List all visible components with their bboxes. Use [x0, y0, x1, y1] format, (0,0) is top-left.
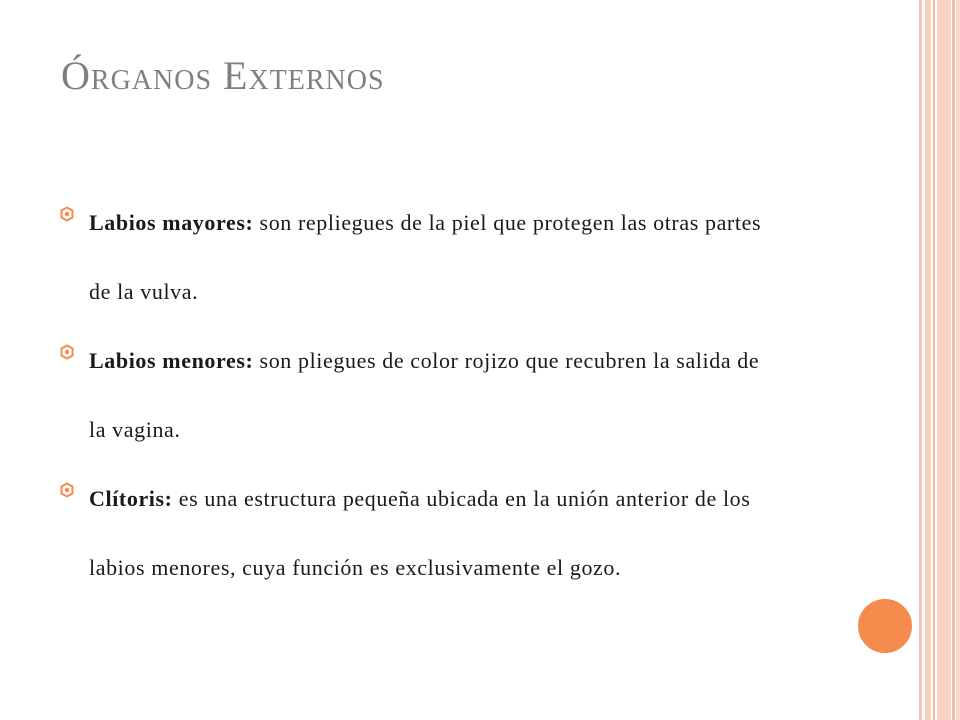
decorative-stripe — [956, 0, 960, 720]
bullet-icon — [60, 482, 74, 498]
slide-title: Órganos Externos — [61, 53, 385, 98]
bullet-text: son repliegues de la piel que protegen las otras partes de la vulva. — [89, 210, 762, 304]
bullet-item-labios-mayores — [60, 188, 780, 326]
decorative-stripe — [937, 0, 951, 720]
bullet-text: son pliegues de color rojizo que recubren la salida de la vagina. — [89, 348, 760, 442]
bullet-text: es una estructura pequeña ubicada en la unión anterior de los labios menores, cuya función es exclusivamente el gozo. — [89, 486, 751, 580]
bullet-term: Clítoris: — [89, 486, 173, 511]
bullet-item-clitoris — [60, 464, 780, 602]
bullet-term: Labios menores: — [89, 348, 254, 373]
decorative-circle — [856, 597, 914, 655]
bullet-item-labios-menores — [60, 326, 780, 464]
bullet-icon — [60, 344, 74, 360]
decorative-stripe — [952, 0, 955, 720]
bullet-list — [60, 188, 780, 602]
decorative-stripe — [925, 0, 931, 720]
bullet-icon — [60, 206, 74, 222]
bullet-term: Labios mayores: — [89, 210, 254, 235]
decorative-stripe — [933, 0, 935, 720]
decorative-stripe — [919, 0, 922, 720]
